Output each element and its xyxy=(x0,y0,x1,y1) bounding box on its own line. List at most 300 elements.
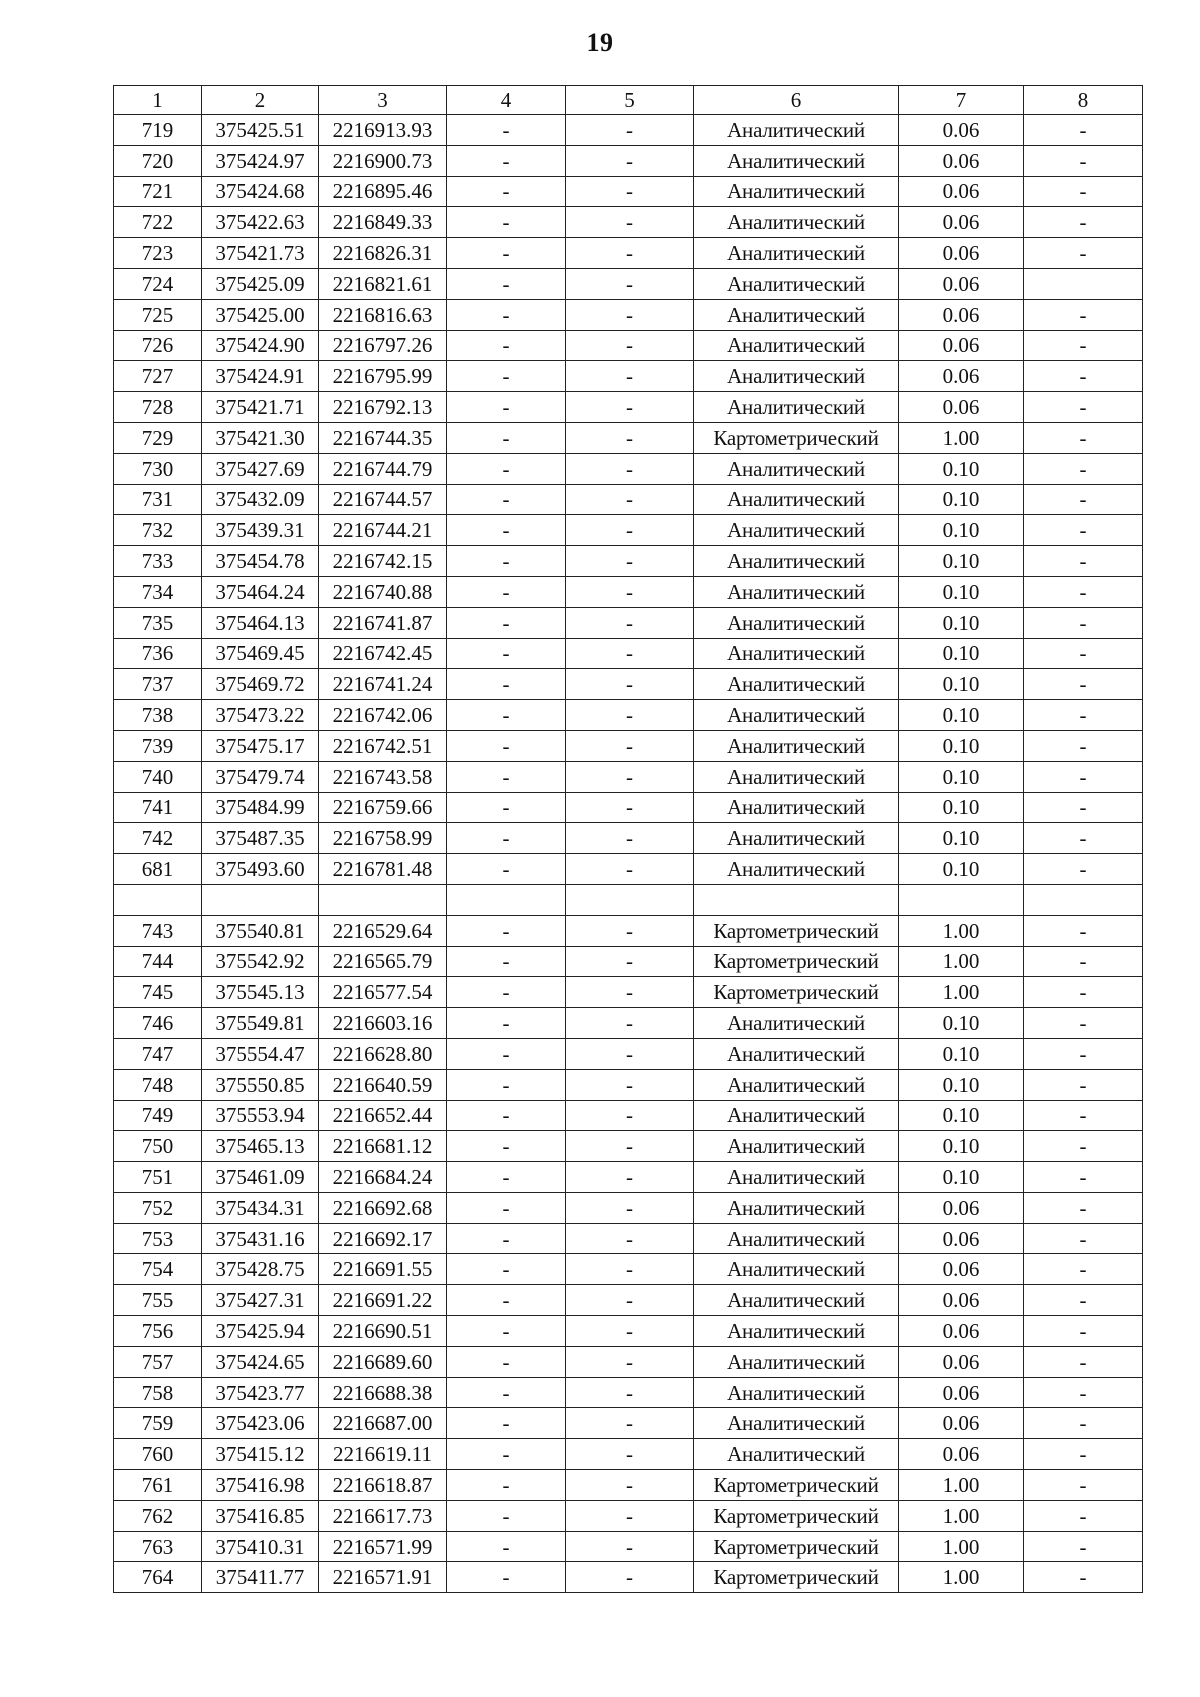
method-cell: Аналитический xyxy=(694,1223,899,1254)
point-number-cell: 750 xyxy=(114,1131,202,1162)
x-coordinate-cell: 375434.31 xyxy=(202,1192,319,1223)
col8-cell: - xyxy=(1024,1162,1143,1193)
point-number-cell: 743 xyxy=(114,915,202,946)
method-cell: Аналитический xyxy=(694,453,899,484)
col5-cell: - xyxy=(566,1316,694,1347)
table-row xyxy=(114,1069,1143,1100)
table-row xyxy=(114,1100,1143,1131)
col8-cell: - xyxy=(1024,299,1143,330)
table-row xyxy=(114,546,1143,577)
col4-cell: - xyxy=(447,453,566,484)
table-row xyxy=(114,915,1143,946)
accuracy-cell xyxy=(899,884,1024,915)
y-coordinate-cell: 2216691.22 xyxy=(319,1285,447,1316)
y-coordinate-cell: 2216529.64 xyxy=(319,915,447,946)
accuracy-cell: 0.10 xyxy=(899,1100,1024,1131)
method-cell: Аналитический xyxy=(694,1377,899,1408)
x-coordinate-cell: 375484.99 xyxy=(202,792,319,823)
col8-cell xyxy=(1024,268,1143,299)
col8-cell: - xyxy=(1024,1254,1143,1285)
method-cell: Аналитический xyxy=(694,361,899,392)
col4-cell: - xyxy=(447,1285,566,1316)
y-coordinate-cell: 2216689.60 xyxy=(319,1346,447,1377)
table-row xyxy=(114,1131,1143,1162)
col4-cell: - xyxy=(447,669,566,700)
col4-cell: - xyxy=(447,823,566,854)
col5-cell: - xyxy=(566,1162,694,1193)
accuracy-cell: 0.06 xyxy=(899,1316,1024,1347)
method-cell: Картометрический xyxy=(694,946,899,977)
x-coordinate-cell: 375550.85 xyxy=(202,1069,319,1100)
col8-cell: - xyxy=(1024,207,1143,238)
col4-cell: - xyxy=(447,915,566,946)
y-coordinate-cell: 2216640.59 xyxy=(319,1069,447,1100)
x-coordinate-cell: 375410.31 xyxy=(202,1531,319,1562)
col5-cell: - xyxy=(566,299,694,330)
accuracy-cell: 0.10 xyxy=(899,730,1024,761)
col4-cell: - xyxy=(447,1408,566,1439)
col5-cell: - xyxy=(566,854,694,885)
col5-cell: - xyxy=(566,1500,694,1531)
col8-cell: - xyxy=(1024,792,1143,823)
col5-cell: - xyxy=(566,1346,694,1377)
col5-cell: - xyxy=(566,1192,694,1223)
x-coordinate-cell: 375431.16 xyxy=(202,1223,319,1254)
point-number-cell: 739 xyxy=(114,730,202,761)
y-coordinate-cell: 2216795.99 xyxy=(319,361,447,392)
table-header-row xyxy=(114,86,1143,115)
column-header: 7 xyxy=(899,86,1024,115)
col5-cell: - xyxy=(566,1131,694,1162)
col8-cell: - xyxy=(1024,1008,1143,1039)
x-coordinate-cell: 375421.30 xyxy=(202,422,319,453)
method-cell: Аналитический xyxy=(694,1162,899,1193)
accuracy-cell: 0.10 xyxy=(899,576,1024,607)
x-coordinate-cell: 375424.68 xyxy=(202,176,319,207)
x-coordinate-cell: 375416.85 xyxy=(202,1500,319,1531)
accuracy-cell: 0.06 xyxy=(899,299,1024,330)
table-row xyxy=(114,361,1143,392)
accuracy-cell: 0.10 xyxy=(899,607,1024,638)
x-coordinate-cell: 375479.74 xyxy=(202,761,319,792)
point-number-cell: 746 xyxy=(114,1008,202,1039)
method-cell: Картометрический xyxy=(694,1531,899,1562)
y-coordinate-cell: 2216913.93 xyxy=(319,115,447,146)
accuracy-cell: 1.00 xyxy=(899,946,1024,977)
col8-cell: - xyxy=(1024,730,1143,761)
col4-cell: - xyxy=(447,1192,566,1223)
y-coordinate-cell: 2216895.46 xyxy=(319,176,447,207)
method-cell: Картометрический xyxy=(694,977,899,1008)
column-header: 5 xyxy=(566,86,694,115)
method-cell: Аналитический xyxy=(694,1316,899,1347)
col8-cell: - xyxy=(1024,1192,1143,1223)
col4-cell: - xyxy=(447,176,566,207)
col5-cell: - xyxy=(566,576,694,607)
x-coordinate-cell: 375427.31 xyxy=(202,1285,319,1316)
table-row xyxy=(114,730,1143,761)
table-row xyxy=(114,392,1143,423)
y-coordinate-cell: 2216742.45 xyxy=(319,638,447,669)
x-coordinate-cell: 375553.94 xyxy=(202,1100,319,1131)
x-coordinate-cell: 375432.09 xyxy=(202,484,319,515)
accuracy-cell: 0.10 xyxy=(899,761,1024,792)
y-coordinate-cell: 2216742.51 xyxy=(319,730,447,761)
table-row xyxy=(114,453,1143,484)
table-row xyxy=(114,1408,1143,1439)
accuracy-cell: 0.10 xyxy=(899,453,1024,484)
method-cell: Картометрический xyxy=(694,1562,899,1593)
col8-cell: - xyxy=(1024,1346,1143,1377)
column-header: 8 xyxy=(1024,86,1143,115)
table-row xyxy=(114,1346,1143,1377)
x-coordinate-cell: 375473.22 xyxy=(202,700,319,731)
col5-cell: - xyxy=(566,761,694,792)
col5-cell: - xyxy=(566,792,694,823)
method-cell: Аналитический xyxy=(694,330,899,361)
y-coordinate-cell: 2216744.57 xyxy=(319,484,447,515)
column-header: 1 xyxy=(114,86,202,115)
table-row xyxy=(114,207,1143,238)
point-number-cell: 738 xyxy=(114,700,202,731)
y-coordinate-cell: 2216744.79 xyxy=(319,453,447,484)
col8-cell: - xyxy=(1024,915,1143,946)
col4-cell: - xyxy=(447,1008,566,1039)
method-cell: Аналитический xyxy=(694,1254,899,1285)
x-coordinate-cell: 375421.71 xyxy=(202,392,319,423)
col4-cell: - xyxy=(447,946,566,977)
method-cell: Аналитический xyxy=(694,854,899,885)
col5-cell: - xyxy=(566,1562,694,1593)
x-coordinate-cell: 375554.47 xyxy=(202,1038,319,1069)
x-coordinate-cell: 375464.13 xyxy=(202,607,319,638)
y-coordinate-cell: 2216618.87 xyxy=(319,1470,447,1501)
table-row xyxy=(114,761,1143,792)
col8-cell: - xyxy=(1024,1131,1143,1162)
col4-cell: - xyxy=(447,1531,566,1562)
y-coordinate-cell: 2216684.24 xyxy=(319,1162,447,1193)
col4-cell: - xyxy=(447,1069,566,1100)
point-number-cell: 744 xyxy=(114,946,202,977)
col5-cell: - xyxy=(566,1439,694,1470)
point-number-cell: 749 xyxy=(114,1100,202,1131)
table-row xyxy=(114,115,1143,146)
method-cell: Аналитический xyxy=(694,484,899,515)
method-cell: Аналитический xyxy=(694,1069,899,1100)
col8-cell: - xyxy=(1024,607,1143,638)
x-coordinate-cell: 375416.98 xyxy=(202,1470,319,1501)
col4-cell: - xyxy=(447,1038,566,1069)
y-coordinate-cell: 2216849.33 xyxy=(319,207,447,238)
column-header: 6 xyxy=(694,86,899,115)
col4-cell: - xyxy=(447,854,566,885)
col4-cell: - xyxy=(447,700,566,731)
point-number-cell: 729 xyxy=(114,422,202,453)
x-coordinate-cell xyxy=(202,884,319,915)
method-cell: Картометрический xyxy=(694,422,899,453)
point-number-cell: 752 xyxy=(114,1192,202,1223)
col4-cell: - xyxy=(447,1377,566,1408)
col8-cell: - xyxy=(1024,1408,1143,1439)
col4-cell: - xyxy=(447,1100,566,1131)
table-row xyxy=(114,1038,1143,1069)
y-coordinate-cell: 2216571.91 xyxy=(319,1562,447,1593)
table-row xyxy=(114,792,1143,823)
table-row xyxy=(114,1500,1143,1531)
accuracy-cell: 0.10 xyxy=(899,515,1024,546)
y-coordinate-cell: 2216617.73 xyxy=(319,1500,447,1531)
col4-cell: - xyxy=(447,761,566,792)
table-row xyxy=(114,1531,1143,1562)
col4-cell: - xyxy=(447,515,566,546)
x-coordinate-cell: 375415.12 xyxy=(202,1439,319,1470)
col8-cell: - xyxy=(1024,576,1143,607)
y-coordinate-cell: 2216900.73 xyxy=(319,145,447,176)
accuracy-cell: 0.06 xyxy=(899,1439,1024,1470)
point-number-cell: 741 xyxy=(114,792,202,823)
col8-cell: - xyxy=(1024,422,1143,453)
x-coordinate-cell: 375469.45 xyxy=(202,638,319,669)
method-cell: Аналитический xyxy=(694,515,899,546)
col5-cell: - xyxy=(566,823,694,854)
col5-cell: - xyxy=(566,546,694,577)
x-coordinate-cell: 375425.00 xyxy=(202,299,319,330)
y-coordinate-cell: 2216687.00 xyxy=(319,1408,447,1439)
point-number-cell: 722 xyxy=(114,207,202,238)
col5-cell: - xyxy=(566,1408,694,1439)
col4-cell: - xyxy=(447,1316,566,1347)
x-coordinate-cell: 375464.24 xyxy=(202,576,319,607)
col8-cell: - xyxy=(1024,1531,1143,1562)
accuracy-cell: 0.10 xyxy=(899,1069,1024,1100)
y-coordinate-cell: 2216571.99 xyxy=(319,1531,447,1562)
col5-cell: - xyxy=(566,515,694,546)
col4-cell: - xyxy=(447,1562,566,1593)
method-cell: Аналитический xyxy=(694,1408,899,1439)
accuracy-cell: 0.06 xyxy=(899,1223,1024,1254)
col4-cell: - xyxy=(447,576,566,607)
method-cell: Аналитический xyxy=(694,1192,899,1223)
col5-cell: - xyxy=(566,392,694,423)
accuracy-cell: 0.06 xyxy=(899,1346,1024,1377)
y-coordinate-cell: 2216744.35 xyxy=(319,422,447,453)
method-cell: Картометрический xyxy=(694,915,899,946)
col8-cell: - xyxy=(1024,669,1143,700)
col4-cell: - xyxy=(447,145,566,176)
point-number-cell: 730 xyxy=(114,453,202,484)
col8-cell: - xyxy=(1024,238,1143,269)
point-number-cell: 719 xyxy=(114,115,202,146)
accuracy-cell: 0.06 xyxy=(899,361,1024,392)
col5-cell: - xyxy=(566,207,694,238)
col4-cell: - xyxy=(447,1470,566,1501)
point-number-cell: 755 xyxy=(114,1285,202,1316)
point-number-cell: 721 xyxy=(114,176,202,207)
point-number-cell: 720 xyxy=(114,145,202,176)
x-coordinate-cell: 375542.92 xyxy=(202,946,319,977)
col5-cell: - xyxy=(566,1223,694,1254)
col4-cell: - xyxy=(447,1439,566,1470)
method-cell: Аналитический xyxy=(694,1285,899,1316)
col8-cell: - xyxy=(1024,1439,1143,1470)
point-number-cell: 737 xyxy=(114,669,202,700)
col5-cell: - xyxy=(566,422,694,453)
col5-cell: - xyxy=(566,1377,694,1408)
table-row xyxy=(114,1285,1143,1316)
point-number-cell: 748 xyxy=(114,1069,202,1100)
accuracy-cell: 0.10 xyxy=(899,823,1024,854)
col4-cell: - xyxy=(447,977,566,1008)
y-coordinate-cell: 2216652.44 xyxy=(319,1100,447,1131)
col5-cell: - xyxy=(566,453,694,484)
point-number-cell: 754 xyxy=(114,1254,202,1285)
table-row xyxy=(114,515,1143,546)
table-row xyxy=(114,484,1143,515)
y-coordinate-cell: 2216688.38 xyxy=(319,1377,447,1408)
col5-cell: - xyxy=(566,1008,694,1039)
col4-cell: - xyxy=(447,115,566,146)
point-number-cell: 756 xyxy=(114,1316,202,1347)
point-number-cell: 734 xyxy=(114,576,202,607)
col5-cell: - xyxy=(566,145,694,176)
accuracy-cell: 1.00 xyxy=(899,977,1024,1008)
col4-cell: - xyxy=(447,730,566,761)
accuracy-cell: 0.06 xyxy=(899,1254,1024,1285)
point-number-cell: 724 xyxy=(114,268,202,299)
col5-cell: - xyxy=(566,115,694,146)
col4-cell: - xyxy=(447,392,566,423)
method-cell: Аналитический xyxy=(694,1439,899,1470)
col8-cell: - xyxy=(1024,330,1143,361)
x-coordinate-cell: 375421.73 xyxy=(202,238,319,269)
method-cell: Аналитический xyxy=(694,392,899,423)
method-cell: Аналитический xyxy=(694,730,899,761)
accuracy-cell: 0.10 xyxy=(899,484,1024,515)
method-cell: Аналитический xyxy=(694,207,899,238)
col5-cell: - xyxy=(566,361,694,392)
point-number-cell: 758 xyxy=(114,1377,202,1408)
y-coordinate-cell: 2216690.51 xyxy=(319,1316,447,1347)
accuracy-cell: 0.06 xyxy=(899,1192,1024,1223)
col5-cell: - xyxy=(566,330,694,361)
method-cell: Аналитический xyxy=(694,1131,899,1162)
x-coordinate-cell: 375425.09 xyxy=(202,268,319,299)
y-coordinate-cell: 2216741.87 xyxy=(319,607,447,638)
x-coordinate-cell: 375428.75 xyxy=(202,1254,319,1285)
col8-cell: - xyxy=(1024,946,1143,977)
col5-cell: - xyxy=(566,176,694,207)
x-coordinate-cell: 375423.77 xyxy=(202,1377,319,1408)
accuracy-cell: 1.00 xyxy=(899,1562,1024,1593)
table-row xyxy=(114,669,1143,700)
x-coordinate-cell: 375540.81 xyxy=(202,915,319,946)
accuracy-cell: 1.00 xyxy=(899,1531,1024,1562)
method-cell: Аналитический xyxy=(694,576,899,607)
method-cell: Картометрический xyxy=(694,1500,899,1531)
point-number-cell: 735 xyxy=(114,607,202,638)
column-header: 4 xyxy=(447,86,566,115)
x-coordinate-cell: 375461.09 xyxy=(202,1162,319,1193)
x-coordinate-cell: 375545.13 xyxy=(202,977,319,1008)
table-row xyxy=(114,1008,1143,1039)
method-cell xyxy=(694,884,899,915)
method-cell: Аналитический xyxy=(694,1038,899,1069)
col5-cell: - xyxy=(566,915,694,946)
col8-cell: - xyxy=(1024,484,1143,515)
col5-cell: - xyxy=(566,1470,694,1501)
col8-cell: - xyxy=(1024,361,1143,392)
col5-cell: - xyxy=(566,730,694,761)
point-number-cell: 742 xyxy=(114,823,202,854)
method-cell: Аналитический xyxy=(694,546,899,577)
y-coordinate-cell: 2216816.63 xyxy=(319,299,447,330)
col4-cell: - xyxy=(447,1500,566,1531)
point-number-cell: 751 xyxy=(114,1162,202,1193)
x-coordinate-cell: 375422.63 xyxy=(202,207,319,238)
col4-cell: - xyxy=(447,207,566,238)
table-row xyxy=(114,638,1143,669)
x-coordinate-cell: 375469.72 xyxy=(202,669,319,700)
table-body xyxy=(114,115,1143,1593)
x-coordinate-cell: 375423.06 xyxy=(202,1408,319,1439)
col4-cell: - xyxy=(447,484,566,515)
point-number-cell: 725 xyxy=(114,299,202,330)
col5-cell: - xyxy=(566,1100,694,1131)
point-number-cell: 726 xyxy=(114,330,202,361)
x-coordinate-cell: 375475.17 xyxy=(202,730,319,761)
col8-cell: - xyxy=(1024,392,1143,423)
col5-cell: - xyxy=(566,977,694,1008)
method-cell: Аналитический xyxy=(694,299,899,330)
col4-cell: - xyxy=(447,792,566,823)
col8-cell: - xyxy=(1024,1038,1143,1069)
accuracy-cell: 1.00 xyxy=(899,1500,1024,1531)
col8-cell: - xyxy=(1024,453,1143,484)
col8-cell: - xyxy=(1024,515,1143,546)
y-coordinate-cell: 2216741.24 xyxy=(319,669,447,700)
method-cell: Аналитический xyxy=(694,1008,899,1039)
method-cell: Аналитический xyxy=(694,638,899,669)
x-coordinate-cell: 375424.65 xyxy=(202,1346,319,1377)
col5-cell: - xyxy=(566,638,694,669)
col4-cell: - xyxy=(447,1346,566,1377)
accuracy-cell: 1.00 xyxy=(899,422,1024,453)
table-row xyxy=(114,977,1143,1008)
accuracy-cell: 0.10 xyxy=(899,854,1024,885)
table-row xyxy=(114,176,1143,207)
col4-cell: - xyxy=(447,361,566,392)
point-number-cell: 759 xyxy=(114,1408,202,1439)
point-number-cell: 763 xyxy=(114,1531,202,1562)
y-coordinate-cell: 2216692.17 xyxy=(319,1223,447,1254)
col8-cell: - xyxy=(1024,823,1143,854)
table-row xyxy=(114,238,1143,269)
table-row xyxy=(114,1439,1143,1470)
table-row xyxy=(114,823,1143,854)
col8-cell: - xyxy=(1024,546,1143,577)
col4-cell xyxy=(447,884,566,915)
table-row xyxy=(114,1377,1143,1408)
col8-cell xyxy=(1024,884,1143,915)
col4-cell: - xyxy=(447,238,566,269)
method-cell: Аналитический xyxy=(694,268,899,299)
col4-cell: - xyxy=(447,1131,566,1162)
point-number-cell: 753 xyxy=(114,1223,202,1254)
y-coordinate-cell: 2216797.26 xyxy=(319,330,447,361)
y-coordinate-cell: 2216565.79 xyxy=(319,946,447,977)
col8-cell: - xyxy=(1024,700,1143,731)
col5-cell: - xyxy=(566,1285,694,1316)
